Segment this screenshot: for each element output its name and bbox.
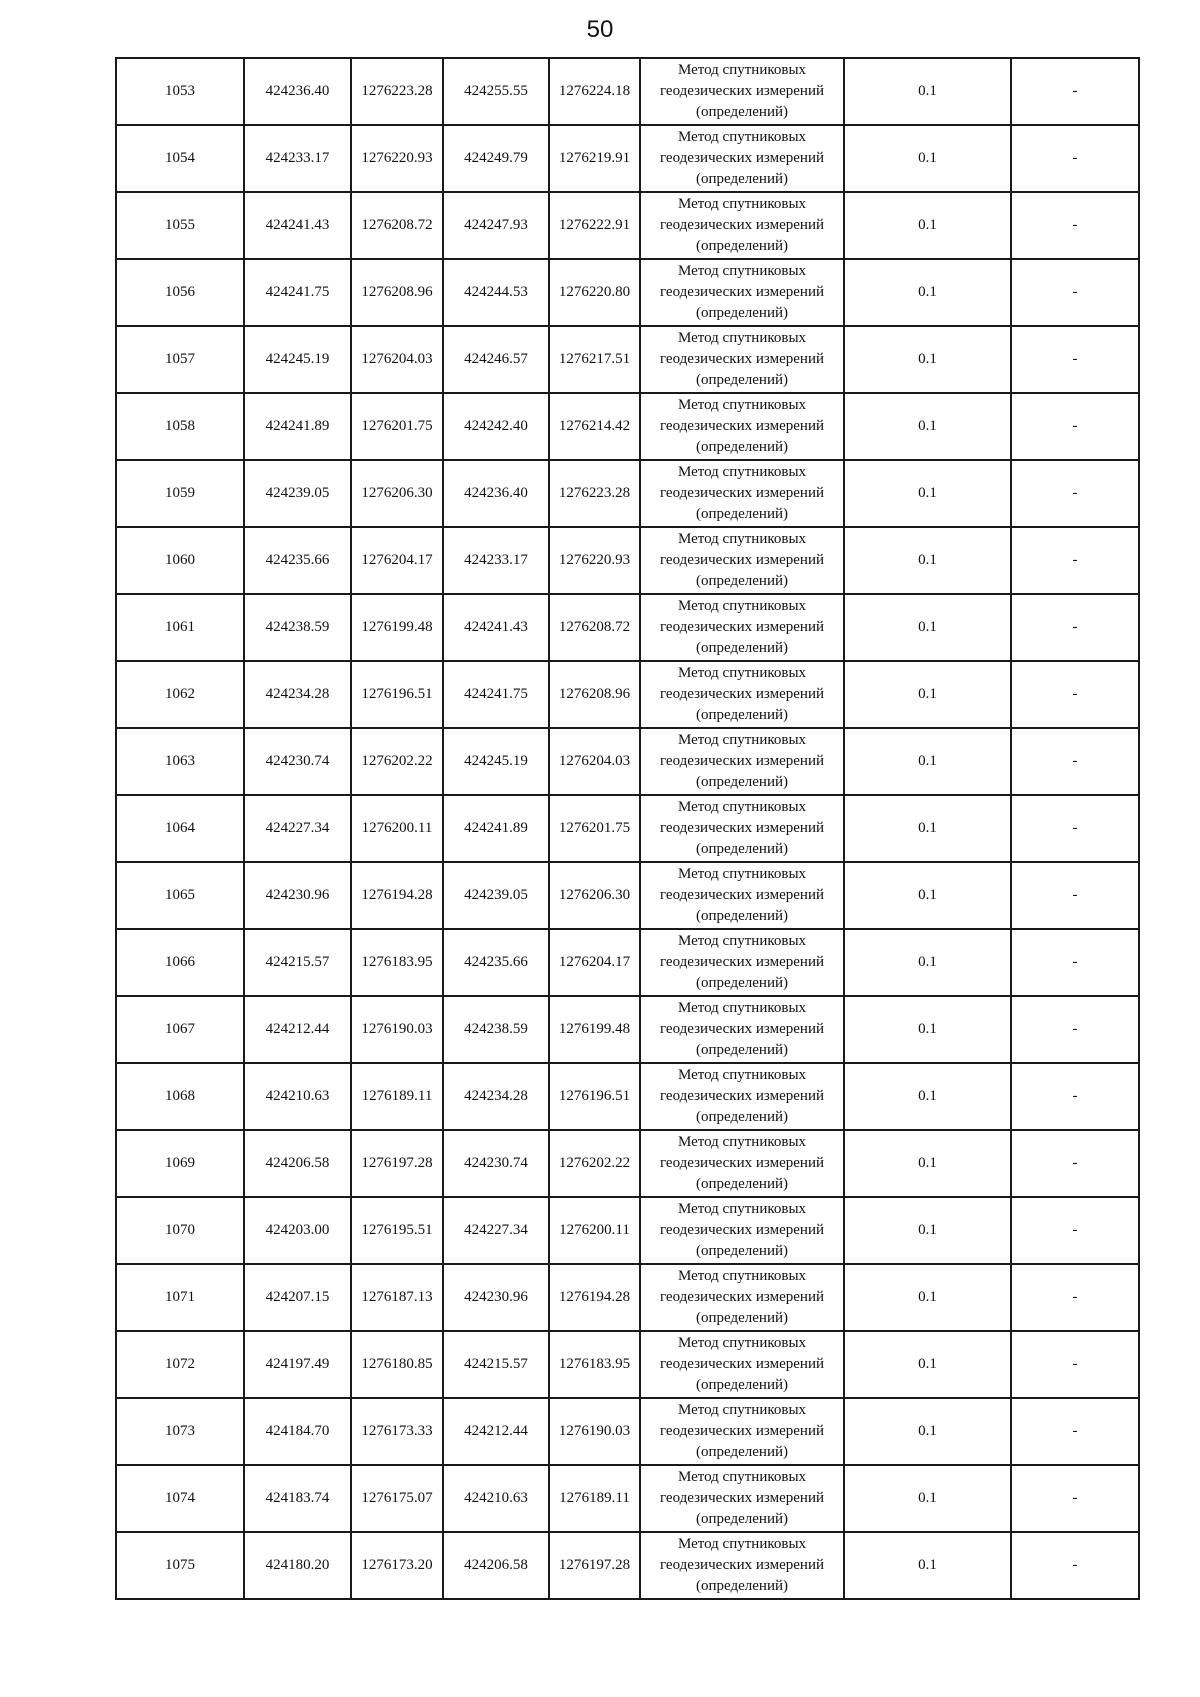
method-line: (определений) (696, 372, 788, 388)
y-old-cell: 1276208.96 (351, 259, 443, 326)
description-cell: - (1011, 862, 1139, 929)
table-row (116, 326, 1139, 393)
y-new-cell: 1276204.17 (549, 929, 640, 996)
description-cell: - (1011, 125, 1139, 192)
method-line: Метод спутниковых (677, 933, 807, 949)
method-line: Метод спутниковых (677, 1201, 807, 1217)
method-cell (640, 661, 844, 728)
method-line: геодезических измерений (659, 686, 825, 702)
point-number-cell: 1071 (116, 1264, 244, 1331)
y-new-cell: 1276214.42 (549, 393, 640, 460)
x-new-cell: 424233.17 (443, 527, 549, 594)
precision-cell: 0.1 (844, 259, 1011, 326)
method-line: геодезических измерений (659, 1356, 825, 1372)
method-line: Метод спутниковых (677, 732, 807, 748)
method-line: геодезических измерений (659, 1289, 825, 1305)
page-number: 50 (586, 16, 614, 43)
description-cell: - (1011, 795, 1139, 862)
table-row (116, 192, 1139, 259)
method-line: Метод спутниковых (677, 1134, 807, 1150)
method-cell (640, 1331, 844, 1398)
description-cell: - (1011, 1331, 1139, 1398)
x-new-cell: 424234.28 (443, 1063, 549, 1130)
method-line: (определений) (696, 1176, 788, 1192)
point-number-cell: 1066 (116, 929, 244, 996)
table-row (116, 594, 1139, 661)
x-new-cell: 424230.74 (443, 1130, 549, 1197)
method-line: (определений) (696, 238, 788, 254)
description-cell: - (1011, 594, 1139, 661)
point-number-cell: 1064 (116, 795, 244, 862)
y-old-cell: 1276201.75 (351, 393, 443, 460)
method-line: Метод спутниковых (677, 1268, 807, 1284)
method-line: (определений) (696, 171, 788, 187)
method-cell (640, 58, 844, 125)
method-line: геодезических измерений (659, 1222, 825, 1238)
x-old-cell: 424215.57 (244, 929, 351, 996)
precision-cell: 0.1 (844, 326, 1011, 393)
table-row (116, 661, 1139, 728)
table-row (116, 1197, 1139, 1264)
precision-cell: 0.1 (844, 862, 1011, 929)
point-number-cell: 1067 (116, 996, 244, 1063)
method-line: Метод спутниковых (677, 330, 807, 346)
description-cell: - (1011, 929, 1139, 996)
x-new-cell: 424236.40 (443, 460, 549, 527)
description-cell: - (1011, 1063, 1139, 1130)
method-line: Метод спутниковых (677, 1536, 807, 1552)
precision-cell: 0.1 (844, 728, 1011, 795)
x-new-cell: 424241.43 (443, 594, 549, 661)
method-line: Метод спутниковых (677, 1067, 807, 1083)
method-line: геодезических измерений (659, 1490, 825, 1506)
x-old-cell: 424210.63 (244, 1063, 351, 1130)
precision-cell: 0.1 (844, 996, 1011, 1063)
point-number-cell: 1057 (116, 326, 244, 393)
y-new-cell: 1276204.03 (549, 728, 640, 795)
point-number-cell: 1058 (116, 393, 244, 460)
y-old-cell: 1276195.51 (351, 1197, 443, 1264)
method-line: (определений) (696, 1042, 788, 1058)
y-old-cell: 1276187.13 (351, 1264, 443, 1331)
method-cell (640, 326, 844, 393)
x-old-cell: 424241.43 (244, 192, 351, 259)
method-line: (определений) (696, 1109, 788, 1125)
x-new-cell: 424212.44 (443, 1398, 549, 1465)
y-new-cell: 1276190.03 (549, 1398, 640, 1465)
method-line: (определений) (696, 305, 788, 321)
point-number-cell: 1059 (116, 460, 244, 527)
table-row (116, 728, 1139, 795)
method-cell (640, 1130, 844, 1197)
method-cell (640, 125, 844, 192)
description-cell: - (1011, 192, 1139, 259)
precision-cell: 0.1 (844, 594, 1011, 661)
point-number-cell: 1053 (116, 58, 244, 125)
precision-cell: 0.1 (844, 1398, 1011, 1465)
y-old-cell: 1276220.93 (351, 125, 443, 192)
precision-cell: 0.1 (844, 125, 1011, 192)
table-row (116, 259, 1139, 326)
y-new-cell: 1276194.28 (549, 1264, 640, 1331)
method-line: геодезических измерений (659, 954, 825, 970)
y-old-cell: 1276208.72 (351, 192, 443, 259)
method-line: геодезических измерений (659, 1423, 825, 1439)
method-cell (640, 728, 844, 795)
method-line: геодезических измерений (659, 418, 825, 434)
x-new-cell: 424206.58 (443, 1532, 549, 1599)
method-line: геодезических измерений (659, 351, 825, 367)
point-number-cell: 1068 (116, 1063, 244, 1130)
method-line: Метод спутниковых (677, 464, 807, 480)
x-new-cell: 424238.59 (443, 996, 549, 1063)
description-cell: - (1011, 326, 1139, 393)
method-line: геодезических измерений (659, 284, 825, 300)
method-cell (640, 1197, 844, 1264)
method-line: (определений) (696, 640, 788, 656)
method-line: (определений) (696, 975, 788, 991)
y-new-cell: 1276219.91 (549, 125, 640, 192)
x-new-cell: 424247.93 (443, 192, 549, 259)
description-cell: - (1011, 996, 1139, 1063)
method-line: Метод спутниковых (677, 1000, 807, 1016)
precision-cell: 0.1 (844, 1197, 1011, 1264)
precision-cell: 0.1 (844, 192, 1011, 259)
method-cell (640, 460, 844, 527)
x-new-cell: 424227.34 (443, 1197, 549, 1264)
point-number-cell: 1062 (116, 661, 244, 728)
point-number-cell: 1075 (116, 1532, 244, 1599)
point-number-cell: 1056 (116, 259, 244, 326)
point-number-cell: 1060 (116, 527, 244, 594)
precision-cell: 0.1 (844, 929, 1011, 996)
y-old-cell: 1276206.30 (351, 460, 443, 527)
y-new-cell: 1276208.72 (549, 594, 640, 661)
description-cell: - (1011, 728, 1139, 795)
precision-cell: 0.1 (844, 1264, 1011, 1331)
table-row (116, 393, 1139, 460)
method-line: (определений) (696, 908, 788, 924)
point-number-cell: 1073 (116, 1398, 244, 1465)
method-line: геодезических измерений (659, 1155, 825, 1171)
table-row (116, 795, 1139, 862)
method-line: (определений) (696, 104, 788, 120)
y-new-cell: 1276201.75 (549, 795, 640, 862)
precision-cell: 0.1 (844, 1331, 1011, 1398)
method-cell (640, 1264, 844, 1331)
table-body (116, 58, 1139, 1599)
x-new-cell: 424245.19 (443, 728, 549, 795)
precision-cell: 0.1 (844, 1465, 1011, 1532)
description-cell: - (1011, 661, 1139, 728)
table-row (116, 1264, 1139, 1331)
x-old-cell: 424235.66 (244, 527, 351, 594)
y-old-cell: 1276204.03 (351, 326, 443, 393)
x-new-cell: 424244.53 (443, 259, 549, 326)
y-new-cell: 1276208.96 (549, 661, 640, 728)
x-new-cell: 424246.57 (443, 326, 549, 393)
x-new-cell: 424230.96 (443, 1264, 549, 1331)
y-old-cell: 1276183.95 (351, 929, 443, 996)
description-cell: - (1011, 1264, 1139, 1331)
x-old-cell: 424183.74 (244, 1465, 351, 1532)
y-new-cell: 1276196.51 (549, 1063, 640, 1130)
table-row (116, 1331, 1139, 1398)
y-old-cell: 1276196.51 (351, 661, 443, 728)
y-old-cell: 1276200.11 (351, 795, 443, 862)
x-old-cell: 424236.40 (244, 58, 351, 125)
method-line: Метод спутниковых (677, 62, 807, 78)
precision-cell: 0.1 (844, 58, 1011, 125)
method-line: (определений) (696, 707, 788, 723)
description-cell: - (1011, 1465, 1139, 1532)
table-row (116, 1130, 1139, 1197)
method-cell (640, 527, 844, 594)
point-number-cell: 1065 (116, 862, 244, 929)
y-old-cell: 1276199.48 (351, 594, 443, 661)
description-cell: - (1011, 527, 1139, 594)
precision-cell: 0.1 (844, 393, 1011, 460)
y-old-cell: 1276202.22 (351, 728, 443, 795)
x-new-cell: 424242.40 (443, 393, 549, 460)
y-new-cell: 1276200.11 (549, 1197, 640, 1264)
precision-cell: 0.1 (844, 795, 1011, 862)
y-old-cell: 1276180.85 (351, 1331, 443, 1398)
y-new-cell: 1276223.28 (549, 460, 640, 527)
method-cell (640, 393, 844, 460)
y-new-cell: 1276217.51 (549, 326, 640, 393)
x-old-cell: 424197.49 (244, 1331, 351, 1398)
method-line: геодезических измерений (659, 485, 825, 501)
x-old-cell: 424233.17 (244, 125, 351, 192)
table-row (116, 996, 1139, 1063)
y-new-cell: 1276183.95 (549, 1331, 640, 1398)
point-number-cell: 1069 (116, 1130, 244, 1197)
y-old-cell: 1276204.17 (351, 527, 443, 594)
y-old-cell: 1276173.20 (351, 1532, 443, 1599)
point-number-cell: 1070 (116, 1197, 244, 1264)
method-line: геодезических измерений (659, 217, 825, 233)
y-old-cell: 1276223.28 (351, 58, 443, 125)
method-line: (определений) (696, 774, 788, 790)
x-new-cell: 424241.89 (443, 795, 549, 862)
method-line: Метод спутниковых (677, 866, 807, 882)
method-line: геодезических измерений (659, 1021, 825, 1037)
table-row (116, 1532, 1139, 1599)
method-line: (определений) (696, 1444, 788, 1460)
method-line: Метод спутниковых (677, 397, 807, 413)
description-cell: - (1011, 259, 1139, 326)
x-old-cell: 424234.28 (244, 661, 351, 728)
method-line: Метод спутниковых (677, 1335, 807, 1351)
table-row (116, 1063, 1139, 1130)
x-old-cell: 424207.15 (244, 1264, 351, 1331)
point-number-cell: 1074 (116, 1465, 244, 1532)
method-line: Метод спутниковых (677, 196, 807, 212)
x-old-cell: 424230.96 (244, 862, 351, 929)
method-line: геодезических измерений (659, 820, 825, 836)
method-line: геодезических измерений (659, 753, 825, 769)
method-line: (определений) (696, 1377, 788, 1393)
y-new-cell: 1276224.18 (549, 58, 640, 125)
method-line: геодезических измерений (659, 887, 825, 903)
method-line: геодезических измерений (659, 150, 825, 166)
x-new-cell: 424239.05 (443, 862, 549, 929)
y-new-cell: 1276220.80 (549, 259, 640, 326)
method-cell (640, 996, 844, 1063)
y-old-cell: 1276189.11 (351, 1063, 443, 1130)
y-new-cell: 1276199.48 (549, 996, 640, 1063)
method-cell (640, 259, 844, 326)
x-new-cell: 424235.66 (443, 929, 549, 996)
point-number-cell: 1061 (116, 594, 244, 661)
table-row (116, 929, 1139, 996)
precision-cell: 0.1 (844, 1130, 1011, 1197)
method-line: Метод спутниковых (677, 1469, 807, 1485)
x-old-cell: 424212.44 (244, 996, 351, 1063)
y-new-cell: 1276202.22 (549, 1130, 640, 1197)
x-old-cell: 424203.00 (244, 1197, 351, 1264)
method-line: (определений) (696, 1243, 788, 1259)
method-line: Метод спутниковых (677, 799, 807, 815)
x-old-cell: 424241.89 (244, 393, 351, 460)
y-old-cell: 1276173.33 (351, 1398, 443, 1465)
method-line: Метод спутниковых (677, 1402, 807, 1418)
coordinates-table (115, 57, 1140, 1600)
x-new-cell: 424249.79 (443, 125, 549, 192)
x-old-cell: 424245.19 (244, 326, 351, 393)
precision-cell: 0.1 (844, 661, 1011, 728)
method-line: (определений) (696, 506, 788, 522)
method-line: (определений) (696, 1578, 788, 1594)
y-old-cell: 1276194.28 (351, 862, 443, 929)
y-old-cell: 1276190.03 (351, 996, 443, 1063)
point-number-cell: 1055 (116, 192, 244, 259)
method-line: Метод спутниковых (677, 665, 807, 681)
y-new-cell: 1276220.93 (549, 527, 640, 594)
method-line: Метод спутниковых (677, 263, 807, 279)
y-new-cell: 1276197.28 (549, 1532, 640, 1599)
table-row (116, 125, 1139, 192)
method-line: (определений) (696, 1310, 788, 1326)
method-cell (640, 1063, 844, 1130)
x-old-cell: 424180.20 (244, 1532, 351, 1599)
table-row (116, 1465, 1139, 1532)
description-cell: - (1011, 1130, 1139, 1197)
y-new-cell: 1276189.11 (549, 1465, 640, 1532)
table-row (116, 527, 1139, 594)
method-line: геодезических измерений (659, 552, 825, 568)
table-row (116, 58, 1139, 125)
x-new-cell: 424210.63 (443, 1465, 549, 1532)
method-line: геодезических измерений (659, 83, 825, 99)
precision-cell: 0.1 (844, 527, 1011, 594)
method-line: геодезических измерений (659, 1088, 825, 1104)
method-cell (640, 1398, 844, 1465)
method-cell (640, 192, 844, 259)
method-line: (определений) (696, 439, 788, 455)
point-number-cell: 1063 (116, 728, 244, 795)
table-row (116, 1398, 1139, 1465)
method-cell (640, 795, 844, 862)
method-cell (640, 929, 844, 996)
x-old-cell: 424238.59 (244, 594, 351, 661)
point-number-cell: 1054 (116, 125, 244, 192)
description-cell: - (1011, 460, 1139, 527)
description-cell: - (1011, 1398, 1139, 1465)
method-line: (определений) (696, 841, 788, 857)
method-line: геодезических измерений (659, 619, 825, 635)
x-new-cell: 424215.57 (443, 1331, 549, 1398)
x-old-cell: 424230.74 (244, 728, 351, 795)
y-old-cell: 1276175.07 (351, 1465, 443, 1532)
x-old-cell: 424227.34 (244, 795, 351, 862)
method-cell (640, 1465, 844, 1532)
description-cell: - (1011, 58, 1139, 125)
precision-cell: 0.1 (844, 460, 1011, 527)
precision-cell: 0.1 (844, 1532, 1011, 1599)
method-cell (640, 594, 844, 661)
method-line: геодезических измерений (659, 1557, 825, 1573)
table-row (116, 460, 1139, 527)
y-old-cell: 1276197.28 (351, 1130, 443, 1197)
method-cell (640, 862, 844, 929)
x-old-cell: 424241.75 (244, 259, 351, 326)
point-number-cell: 1072 (116, 1331, 244, 1398)
x-old-cell: 424206.58 (244, 1130, 351, 1197)
method-line: (определений) (696, 1511, 788, 1527)
method-line: Метод спутниковых (677, 531, 807, 547)
precision-cell: 0.1 (844, 1063, 1011, 1130)
description-cell: - (1011, 1532, 1139, 1599)
method-line: (определений) (696, 573, 788, 589)
x-old-cell: 424239.05 (244, 460, 351, 527)
x-old-cell: 424184.70 (244, 1398, 351, 1465)
x-new-cell: 424241.75 (443, 661, 549, 728)
x-new-cell: 424255.55 (443, 58, 549, 125)
method-line: Метод спутниковых (677, 129, 807, 145)
y-new-cell: 1276206.30 (549, 862, 640, 929)
method-line: Метод спутниковых (677, 598, 807, 614)
table-row (116, 862, 1139, 929)
description-cell: - (1011, 1197, 1139, 1264)
y-new-cell: 1276222.91 (549, 192, 640, 259)
method-cell (640, 1532, 844, 1599)
description-cell: - (1011, 393, 1139, 460)
